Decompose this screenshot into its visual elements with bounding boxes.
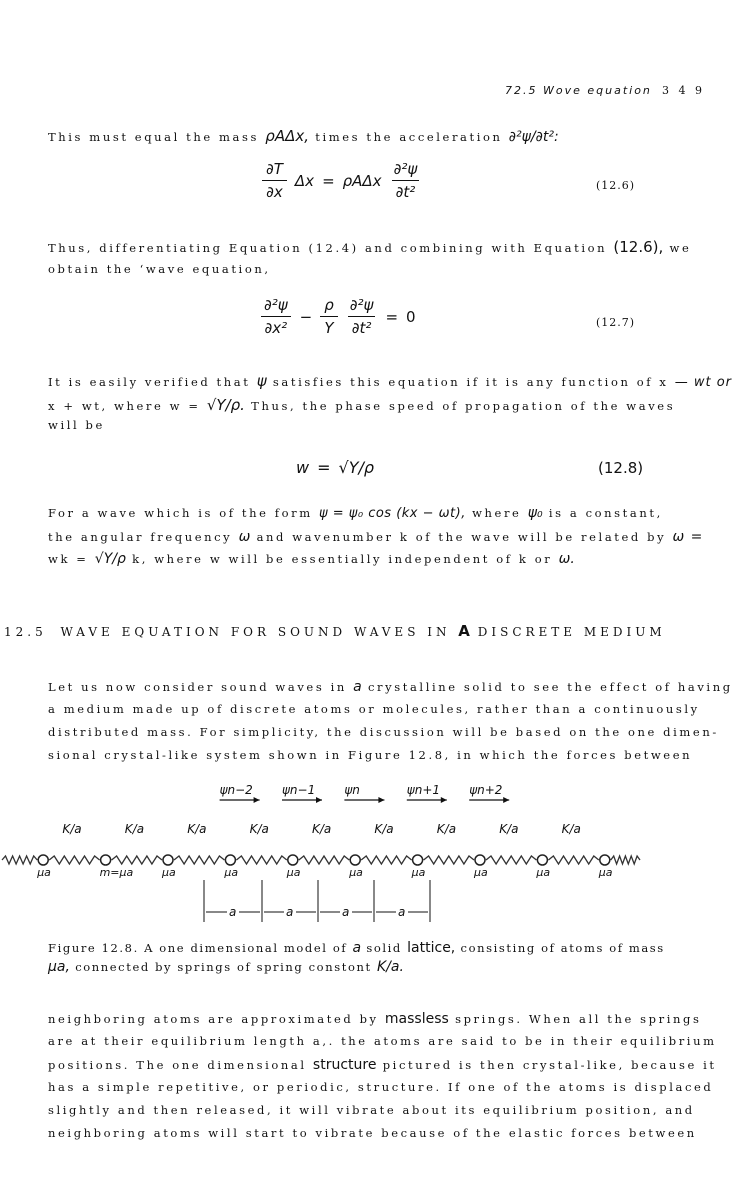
- eq127-term1: [260, 296, 292, 337]
- eq126-lhs-mult: Δx: [294, 171, 315, 190]
- paragraph-3-line-2: [48, 396, 675, 414]
- displacement-labels: [220, 783, 510, 803]
- spring-3: [174, 856, 224, 864]
- figure-12-8-lattice-diagram: [0, 780, 746, 930]
- para2-line1-end: we: [669, 241, 692, 255]
- para4-line1-a: For a wave which is of the form: [48, 506, 313, 520]
- sqrt-expression: √Y/ρ.: [206, 396, 245, 414]
- running-header: 72.5 Wove equation: [505, 84, 652, 97]
- eq126-rhs-coef: ρAΔx: [342, 171, 382, 190]
- psi0-symbol: ψ₀: [527, 505, 543, 521]
- spring-0: [2, 856, 37, 864]
- eq127-minus: −: [299, 307, 313, 326]
- atom-5: [350, 855, 360, 865]
- mass-label-2: μa: [162, 866, 176, 879]
- spring-6: [361, 856, 411, 864]
- eq127-t2-den: Y: [320, 316, 337, 337]
- spring-label-0: K/a: [62, 822, 82, 836]
- caption-line1-c: lattice,: [407, 940, 456, 956]
- spacing-label-3: a: [398, 905, 406, 919]
- omega-symbol: ω: [238, 529, 251, 545]
- para3-line2-a: x + wt, where w =: [48, 399, 201, 413]
- eq127-term3: [346, 296, 378, 337]
- atom-0: [38, 855, 48, 865]
- eq126-lhs-fraction: [262, 160, 287, 201]
- para1-text-b: times the acceleration: [315, 130, 503, 144]
- paragraph-5-line-2: a medium made up of discrete atoms or molecules, rather than a continuously: [48, 702, 700, 716]
- paragraph-6-line-5: slightly and then released, it will vibrate about its equilibrium position, and: [48, 1103, 695, 1117]
- section-number: 12.5: [4, 625, 47, 639]
- spring-8: [486, 856, 536, 864]
- paragraph-4-line-2: [48, 529, 703, 545]
- para4-line1-c: is a constant,: [548, 506, 663, 520]
- figure-caption-line-2: [48, 959, 404, 975]
- mass-labels: [36, 866, 613, 879]
- paragraph-6-line-1: [48, 1011, 701, 1027]
- psi-label-1: ψn−1: [282, 783, 316, 797]
- section-heading: [4, 622, 666, 640]
- paragraph-6-line-6: neighboring atoms will start to vibrate because of the elastic forces between: [48, 1126, 697, 1140]
- para4-line1-b: where: [472, 506, 522, 520]
- paragraph-5-line-4: sional crystal-like system shown in Figure 12.8, in which the forces between: [48, 748, 693, 762]
- eq127-term2: [320, 296, 338, 337]
- eq127-t1-den: ∂x²: [261, 316, 292, 337]
- atom-7: [475, 855, 485, 865]
- psi-arrowhead-0: [254, 797, 260, 803]
- spring-2: [112, 856, 162, 864]
- paragraph-4-line-3: [48, 551, 575, 567]
- eq127-t2-num: ρ: [324, 296, 334, 314]
- spacing-markers: [204, 880, 430, 922]
- paragraph-3-line-1: [48, 372, 732, 390]
- eq127-t3-den: ∂t²: [348, 316, 376, 337]
- eq127-equals: =: [385, 307, 399, 326]
- para6-line3-b: structure: [312, 1057, 377, 1073]
- para3-line2-b: Thus, the phase speed of propagation of the waves: [251, 399, 676, 413]
- spacing-label-1: a: [286, 905, 294, 919]
- eq126-rhs-den: ∂t²: [392, 180, 420, 201]
- para6-line1-c: springs. When all the springs: [455, 1012, 702, 1026]
- para6-line3-a: positions. The one dimensional: [48, 1058, 307, 1072]
- psi-arrowhead-3: [441, 797, 447, 803]
- mass-label-4: μa: [286, 866, 301, 879]
- mass-label-8: μa: [536, 866, 551, 879]
- para1-text-a: This must equal the mass: [48, 130, 260, 144]
- spring-label-2: K/a: [187, 822, 207, 836]
- para3-line1-b: satisfies this equation if it is any function of x: [272, 375, 669, 389]
- atom-3: [225, 855, 235, 865]
- equation-number-12-7: (12.7): [596, 316, 636, 329]
- spring-10: [611, 856, 640, 864]
- paragraph-5-line-1: [48, 679, 733, 695]
- psi-label-0: ψn−2: [219, 783, 253, 797]
- eq128-equals: =: [317, 458, 331, 477]
- mass-label-3: μa: [224, 866, 239, 879]
- section-title-c: DISCRETE MEDIUM: [477, 625, 666, 639]
- para5-line1-a: Let us now consider sound waves in: [48, 680, 347, 694]
- caption-line1-a2: a: [352, 940, 362, 956]
- para3-line1-a: It is easily verified that: [48, 375, 251, 389]
- atom-4: [288, 855, 298, 865]
- caption-line2-b: connected by springs of spring constont: [75, 960, 372, 974]
- para6-line3-c: pictured is then crystal-like, because it: [382, 1058, 717, 1072]
- figure-caption-line-1: [48, 940, 665, 956]
- atom-1: [101, 855, 111, 865]
- paragraph-1: [48, 127, 559, 145]
- psi-symbol: ψ: [256, 372, 267, 390]
- mass-label-1: m=μa: [99, 866, 134, 879]
- spacing-label-2: a: [342, 905, 350, 919]
- eq126-lhs-den: ∂x: [262, 180, 287, 201]
- spring-9: [548, 856, 598, 864]
- spring-label-7: K/a: [499, 822, 519, 836]
- equation-12-7: [260, 296, 416, 337]
- sqrt-k-expression: √Y/ρ: [94, 551, 126, 567]
- eq128-lhs: w: [296, 458, 310, 477]
- caption-line2-c: K/a.: [376, 959, 404, 975]
- caption-line1-d: consisting of atoms of mass: [460, 941, 665, 955]
- psi-arrowhead-4: [503, 797, 509, 803]
- eq127-t1-num: ∂²ψ: [264, 296, 288, 314]
- acceleration-expression: ∂²ψ/∂t²:: [508, 129, 559, 145]
- paragraph-4-line-1: [48, 505, 663, 521]
- para5-line1-a2: a: [353, 679, 362, 695]
- para6-line1-a: neighboring atoms are approximated by: [48, 1012, 379, 1026]
- atom-6: [413, 855, 423, 865]
- eq126-rhs-fraction: [390, 160, 422, 201]
- atom-2: [163, 855, 173, 865]
- eq127-t3-num: ∂²ψ: [349, 296, 374, 314]
- caption-line2-a: μa,: [48, 959, 70, 975]
- spring-label-4: K/a: [312, 822, 332, 836]
- spring-label-8: K/a: [561, 822, 581, 836]
- para2-line1: Thus, differentiating Equation (12.4) and combining with Equation: [48, 241, 608, 255]
- para4-line3-a: wk =: [48, 552, 89, 566]
- para4-line2-a: the angular frequency: [48, 530, 233, 544]
- paragraph-6-line-4: has a simple repetitive, or periodic, structure. If one of the atoms is displaced: [48, 1080, 714, 1094]
- paragraph-5-line-3: distributed mass. For simplicity, the discussion will be based on the one dimen-: [48, 725, 719, 739]
- spring-constant-labels: [62, 822, 580, 836]
- para5-line1-b: crystalline solid to see the effect of having: [368, 680, 733, 694]
- spring-7: [424, 856, 474, 864]
- paragraph-6-line-3: [48, 1057, 717, 1073]
- equation-12-6: [262, 160, 421, 201]
- psi-label-4: ψn+2: [469, 783, 503, 797]
- atom-8: [537, 855, 547, 865]
- mass-label-7: μa: [474, 866, 488, 879]
- omega-end: ω.: [558, 551, 575, 567]
- page-number: 3 4 9: [662, 84, 705, 97]
- omega-equals: ω =: [672, 529, 704, 545]
- spring-5: [299, 856, 349, 864]
- eq126-lhs-num: ∂T: [266, 160, 283, 178]
- eq126-equals: =: [322, 171, 335, 190]
- paragraph-2-line-2: obtain the ‘wave equation,: [48, 262, 271, 276]
- para6-line1-b: massless: [384, 1011, 449, 1027]
- paragraph-2-line-1: [48, 238, 691, 256]
- para3-line1-c: — wt or: [674, 375, 733, 390]
- wave-form-expression: ψ = ψ₀ cos (kx − ωt),: [319, 506, 466, 521]
- atom-9: [600, 855, 610, 865]
- mass-label-6: μa: [411, 866, 426, 879]
- section-title-a: WAVE EQUATION FOR SOUND WAVES IN: [60, 625, 451, 639]
- paragraph-6-line-2: are at their equilibrium length a,. the atoms are said to be in their equilibrium: [48, 1034, 717, 1048]
- spring-label-6: K/a: [436, 822, 457, 836]
- eq126-rhs-num: ∂²ψ: [393, 160, 418, 178]
- spring-4: [236, 856, 286, 864]
- para4-line3-b: k, where w will be essentially independent of k or: [132, 552, 553, 566]
- mass-label-5: μa: [349, 866, 363, 879]
- mass-expression: ρAΔx,: [265, 127, 309, 145]
- equation-12-8: [296, 458, 374, 477]
- spring-1: [49, 856, 99, 864]
- caption-line1-b: solid: [366, 941, 402, 955]
- paragraph-3-line-3: will be: [48, 418, 105, 432]
- eq127-rhs: 0: [406, 307, 416, 326]
- equation-reference: (12.6),: [613, 238, 664, 256]
- equation-number-12-6: (12.6): [596, 179, 636, 192]
- spacing-label-0: a: [229, 905, 237, 919]
- eq128-rhs: √Y/ρ: [338, 458, 375, 477]
- section-title-b: A: [458, 622, 470, 640]
- psi-label-3: ψn+1: [406, 783, 441, 797]
- psi-arrowhead-2: [378, 797, 384, 803]
- mass-label-0: μa: [37, 866, 51, 879]
- spring-label-3: K/a: [249, 822, 269, 836]
- mass-label-9: μa: [598, 866, 613, 879]
- para4-line2-b: and wavenumber k of the wave will be related by: [256, 530, 667, 544]
- spring-label-5: K/a: [374, 822, 394, 836]
- spring-label-1: K/a: [124, 822, 145, 836]
- psi-label-2: ψn: [344, 783, 360, 797]
- equation-number-12-8: (12.8): [598, 459, 644, 477]
- psi-arrowhead-1: [316, 797, 322, 803]
- caption-line1-a: Figure 12.8. A one dimensional model of: [48, 941, 348, 955]
